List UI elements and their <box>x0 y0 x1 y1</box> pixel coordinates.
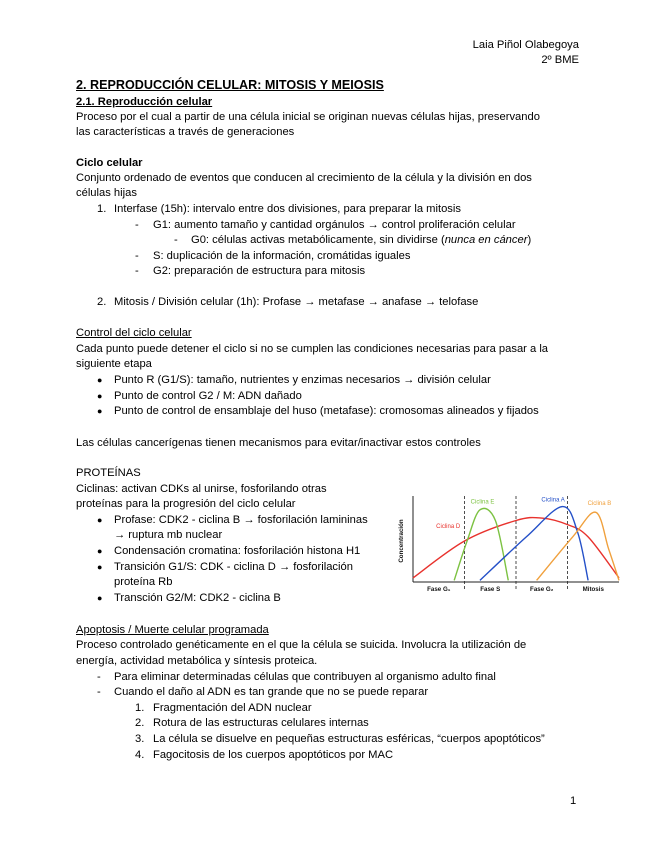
bullet-marker: ● <box>97 515 103 525</box>
section-heading: 2.1. Reproducción celular <box>76 96 213 108</box>
list-item: proteína Rb <box>114 576 173 588</box>
series-label-ciclina-d: Ciclina D <box>436 523 461 530</box>
list-item: → ruptura mb nuclear <box>114 529 223 541</box>
list-number: 1. <box>135 702 145 714</box>
paragraph-line: Conjunto ordenado de eventos que conducen al crecimiento de la célula y la división en dos <box>76 172 532 184</box>
bullet-marker: ● <box>97 406 103 416</box>
list-item: Cuando el daño al ADN es tan grande que no se puede reparar <box>114 686 429 698</box>
paragraph-line: Cada punto puede detener el ciclo si no se cumplen las condiciones necesarias para pasar a la <box>76 343 549 355</box>
series-line-ciclina-e <box>454 508 508 580</box>
paragraph-line: Ciclinas: activan CDKs al unirse, fosforilando otras <box>76 483 327 495</box>
phase-label: Mitosis <box>582 586 604 593</box>
list-number: 4. <box>135 749 145 761</box>
series-label-ciclina-e: Ciclina E <box>470 499 495 506</box>
page-title: 2. REPRODUCCIÓN CELULAR: MITOSIS Y MEIOSIS <box>76 78 384 92</box>
cyclin-concentration-chart <box>393 492 623 597</box>
list-item: G0: células activas metabólicamente, sin dividirse (nunca en cáncer) <box>191 234 532 246</box>
list-item: Fagocitosis de los cuerpos apoptóticos por MAC <box>153 749 394 761</box>
bullet-marker: ● <box>97 391 103 401</box>
list-number: 1. <box>97 203 107 215</box>
phase-label: Fase G₁ <box>427 586 451 593</box>
phase-label: Fase S <box>480 586 501 593</box>
dash-marker: - <box>174 234 178 246</box>
list-number: 2. <box>135 717 145 729</box>
series-line-ciclina-b <box>537 512 619 580</box>
series-label-ciclina-a: Ciclina A <box>541 497 565 504</box>
section-heading: Control del ciclo celular <box>76 327 192 339</box>
list-item: Punto R (G1/S): tamaño, nutrientes y enzimas necesarios → división celular <box>114 374 491 386</box>
list-item: Transción G2/M: CDK2 - ciclina B <box>114 592 281 604</box>
dash-marker: - <box>97 671 101 683</box>
dash-marker: - <box>135 250 139 262</box>
section-heading: Apoptosis / Muerte celular programada <box>76 624 269 636</box>
list-item: Profase: CDK2 - ciclina B → fosforilación lamininas <box>114 514 368 526</box>
list-item: Rotura de las estructuras celulares internas <box>153 717 369 729</box>
phase-label: Fase G₂ <box>530 586 554 593</box>
list-item: La célula se disuelve en pequeñas estructuras esféricas, “cuerpos apoptóticos” <box>153 733 545 745</box>
paragraph-line: energía, actividad metabólica y síntesis proteica. <box>76 655 318 667</box>
paragraph-line: Las células cancerígenas tienen mecanismos para evitar/inactivar estos controles <box>76 437 481 449</box>
list-item: Condensación cromatina: fosforilación histona H1 <box>114 545 361 557</box>
paragraph-line: Proceso por el cual a partir de una célula inicial se originan nuevas células hijas, preservando <box>76 111 540 123</box>
bullet-marker: ● <box>97 562 103 572</box>
paragraph-line: proteínas para la progresión del ciclo celular <box>76 498 296 510</box>
bullet-marker: ● <box>97 593 103 603</box>
page-number: 1 <box>570 795 577 807</box>
list-item: Punto de control de ensamblaje del huso (metafase): cromosomas alineados y fijados <box>114 405 539 417</box>
y-axis-label: Concentración <box>398 519 405 563</box>
list-item: Mitosis / División celular (1h): Profase → metafase → anafase → telofase <box>114 296 479 308</box>
author-name: Laia Piñol Olabegoya <box>472 39 579 51</box>
dash-marker: - <box>135 219 139 231</box>
series-label-ciclina-b: Ciclina B <box>587 500 612 507</box>
section-heading: PROTEÍNAS <box>76 467 141 479</box>
course-label: 2º BME <box>541 54 579 66</box>
list-item: Punto de control G2 / M: ADN dañado <box>114 390 302 402</box>
list-item: Para eliminar determinadas células que contribuyen al organismo adulto final <box>114 671 496 683</box>
bullet-marker: ● <box>97 375 103 385</box>
bullet-marker: ● <box>97 546 103 556</box>
list-item: G1: aumento tamaño y cantidad orgánulos → control proliferación celular <box>153 219 516 231</box>
list-item: Transición G1/S: CDK - ciclina D → fosforilación <box>114 561 353 573</box>
paragraph-line: siguiente etapa <box>76 358 152 370</box>
paragraph-line: Proceso controlado genéticamente en el que la célula se suicida. Involucra la utilización de <box>76 639 527 651</box>
list-number: 3. <box>135 733 145 745</box>
list-item: G2: preparación de estructura para mitosis <box>153 265 366 277</box>
list-item: S: duplicación de la información, cromátidas iguales <box>153 250 411 262</box>
list-item: Interfase (15h): intervalo entre dos divisiones, para preparar la mitosis <box>114 203 461 215</box>
list-number: 2. <box>97 296 107 308</box>
section-heading: Ciclo celular <box>76 157 143 169</box>
dash-marker: - <box>135 265 139 277</box>
dash-marker: - <box>97 686 101 698</box>
paragraph-line: las características a través de generaciones <box>76 126 295 138</box>
list-item: Fragmentación del ADN nuclear <box>153 702 312 714</box>
paragraph-line: células hijas <box>76 187 137 199</box>
